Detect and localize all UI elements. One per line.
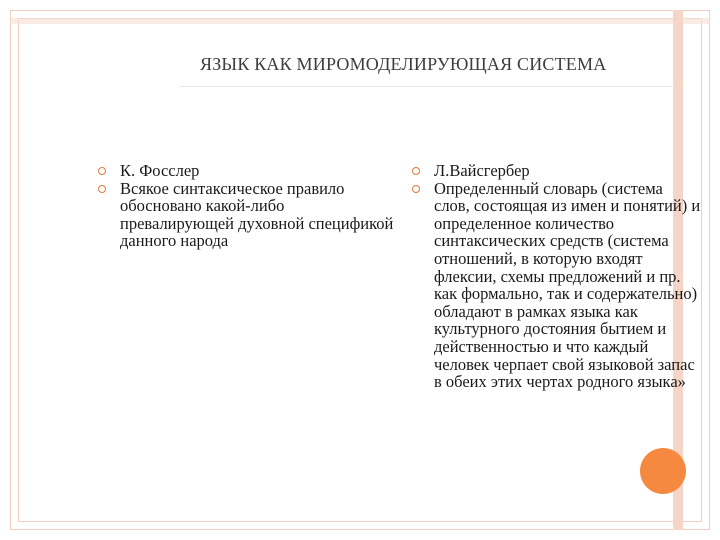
right-item-author-text: Л.Вайсгербер <box>434 161 530 180</box>
bullet-icon <box>98 167 106 175</box>
left-column <box>98 162 398 250</box>
bullet-icon <box>412 185 420 193</box>
right-item-author <box>412 162 702 180</box>
right-column <box>412 162 702 391</box>
left-item-quote <box>98 180 398 250</box>
left-item-author-text: К. Фосслер <box>120 161 200 180</box>
left-item-quote-text: Всякое синтаксическое правило обосновано какой-либо превалирующей духовной спецификой данного народа <box>120 178 394 251</box>
slide-title: ЯЗЫК КАК МИРОМОДЕЛИРУЮЩАЯ СИСТЕМА <box>200 54 607 74</box>
bullet-icon <box>412 167 420 175</box>
decorative-orange-circle <box>640 448 686 494</box>
right-item-quote-text: Определенный словарь (система слов, состоящая из имен и понятий) и определенное количество синтаксических средств (система отношений, в которую входят флексии, схемы предложений и пр. как формально, так и содержательно) обладают в рамках языка как культурного достояния бытием и действенностью и что каждый человек черпает свой языковой запас в обеих этих чертах родного языка» <box>434 178 701 392</box>
title-divider <box>180 86 675 87</box>
bullet-icon <box>98 185 106 193</box>
top-stripe <box>10 18 710 24</box>
left-item-author <box>98 162 398 180</box>
right-item-quote <box>412 180 702 391</box>
